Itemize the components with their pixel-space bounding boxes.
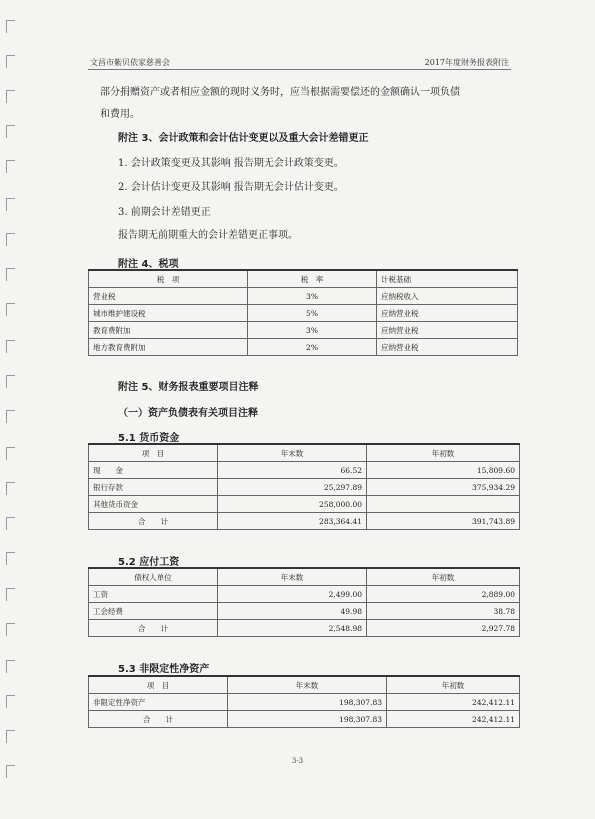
- binder-holes: [6, 0, 16, 819]
- table-cell: 合 计: [89, 513, 218, 530]
- note3-heading: 附注 3、会计政策和会计估计变更以及重大会计差错更正: [118, 133, 369, 144]
- table-cell: 应纳营业税: [377, 305, 518, 322]
- table-cell: 25,297.89: [218, 479, 367, 496]
- t52-title: 5.2 应付工资: [118, 557, 180, 568]
- table-row: [89, 496, 520, 513]
- col-header: 债权人单位: [89, 568, 218, 586]
- table-header-row: [89, 676, 520, 694]
- table-total-row: [89, 513, 520, 530]
- table-cell: 375,934.29: [367, 479, 520, 496]
- table-cell: 283,364.41: [218, 513, 367, 530]
- table-cell: 地方教育费附加: [89, 339, 248, 356]
- table-cell: [367, 496, 520, 513]
- table-cell: 49.98: [218, 603, 367, 620]
- table-header-row: [89, 568, 520, 586]
- note3-item-1: 1. 会计政策变更及其影响 报告期无会计政策变更。: [118, 158, 344, 169]
- table-cell: 工会经费: [89, 603, 218, 620]
- table-row: [89, 288, 518, 305]
- table-row: [89, 339, 518, 356]
- table-cell: 3%: [248, 288, 377, 305]
- col-header: 计税基础: [377, 270, 518, 288]
- header-title: 2017年度财务报表附注: [424, 58, 509, 67]
- table-header-row: [89, 444, 520, 462]
- table-cell: 2,927.78: [367, 620, 520, 637]
- table-cell: 2,548.98: [218, 620, 367, 637]
- col-header: 年初数: [367, 444, 520, 462]
- table-cell: 15,809.60: [367, 462, 520, 479]
- table-cell: 应纳税收入: [377, 288, 518, 305]
- note3-item-3: 3. 前期会计差错更正: [118, 207, 211, 218]
- table-cell: 非限定性净资产: [89, 694, 228, 711]
- table-cell: 城市维护建设税: [89, 305, 248, 322]
- wages-table: [88, 567, 520, 637]
- table-cell: 198,307.83: [228, 694, 387, 711]
- table-cell: 教育费附加: [89, 322, 248, 339]
- table-cell: 2,499.00: [218, 586, 367, 603]
- col-header: 年末数: [218, 444, 367, 462]
- col-header: 税 率: [248, 270, 377, 288]
- table-cell: 2%: [248, 339, 377, 356]
- table-cell: 3%: [248, 322, 377, 339]
- table-row: [89, 462, 520, 479]
- cash-table: [88, 443, 520, 530]
- col-header: 税 项: [89, 270, 248, 288]
- col-header: 年初数: [367, 568, 520, 586]
- table-cell: 营业税: [89, 288, 248, 305]
- unrestricted-net-assets-table: [88, 675, 520, 728]
- table-row: [89, 479, 520, 496]
- table-cell: 258,000.00: [218, 496, 367, 513]
- table-cell: 合 计: [89, 620, 218, 637]
- col-header: 年初数: [387, 676, 520, 694]
- table-header-row: [89, 270, 518, 288]
- tax-table: [88, 269, 518, 356]
- intro-line-1: 部分捐赠资产或者相应金额的现时义务时，应当根据需要偿还的金额确认一项负债: [100, 87, 460, 98]
- header-org: 文昌市紫贝依家慈善会: [90, 58, 170, 67]
- col-header: 项 目: [89, 444, 218, 462]
- table-row: [89, 603, 520, 620]
- table-row: [89, 586, 520, 603]
- note3-item-2: 2. 会计估计变更及其影响 报告期无会计估计变更。: [118, 182, 344, 193]
- table-cell: 工资: [89, 586, 218, 603]
- table-cell: 现 金: [89, 462, 218, 479]
- col-header: 项 目: [89, 676, 228, 694]
- page-number: 3-3: [291, 757, 304, 765]
- note4-heading: 附注 4、税项: [118, 259, 179, 270]
- table-total-row: [89, 620, 520, 637]
- note5-heading: 附注 5、财务报表重要项目注释: [118, 382, 259, 393]
- table-cell: 242,412.11: [387, 694, 520, 711]
- table-row: [89, 322, 518, 339]
- intro-line-2: 和费用。: [100, 109, 140, 120]
- col-header: 年末数: [218, 568, 367, 586]
- col-header: 年末数: [228, 676, 387, 694]
- t51-title: 5.1 货币资金: [118, 433, 180, 444]
- table-row: [89, 305, 518, 322]
- table-cell: 其他货币资金: [89, 496, 218, 513]
- page-header: [88, 55, 511, 70]
- table-cell: 198,307.83: [228, 711, 387, 728]
- note3-item-3-text: 报告期无前期重大的会计差错更正事项。: [118, 230, 298, 241]
- t53-title: 5.3 非限定性净资产: [118, 664, 210, 675]
- table-cell: 2,889.00: [367, 586, 520, 603]
- table-cell: 应纳营业税: [377, 339, 518, 356]
- table-row: [89, 694, 520, 711]
- table-cell: 242,412.11: [387, 711, 520, 728]
- table-cell: 38.78: [367, 603, 520, 620]
- table-cell: 66.52: [218, 462, 367, 479]
- table-total-row: [89, 711, 520, 728]
- table-cell: 银行存款: [89, 479, 218, 496]
- table-cell: 391,743.89: [367, 513, 520, 530]
- table-cell: 应纳营业税: [377, 322, 518, 339]
- table-cell: 合 计: [89, 711, 228, 728]
- note5-subheading: （一）资产负债表有关项目注释: [118, 408, 258, 419]
- table-cell: 5%: [248, 305, 377, 322]
